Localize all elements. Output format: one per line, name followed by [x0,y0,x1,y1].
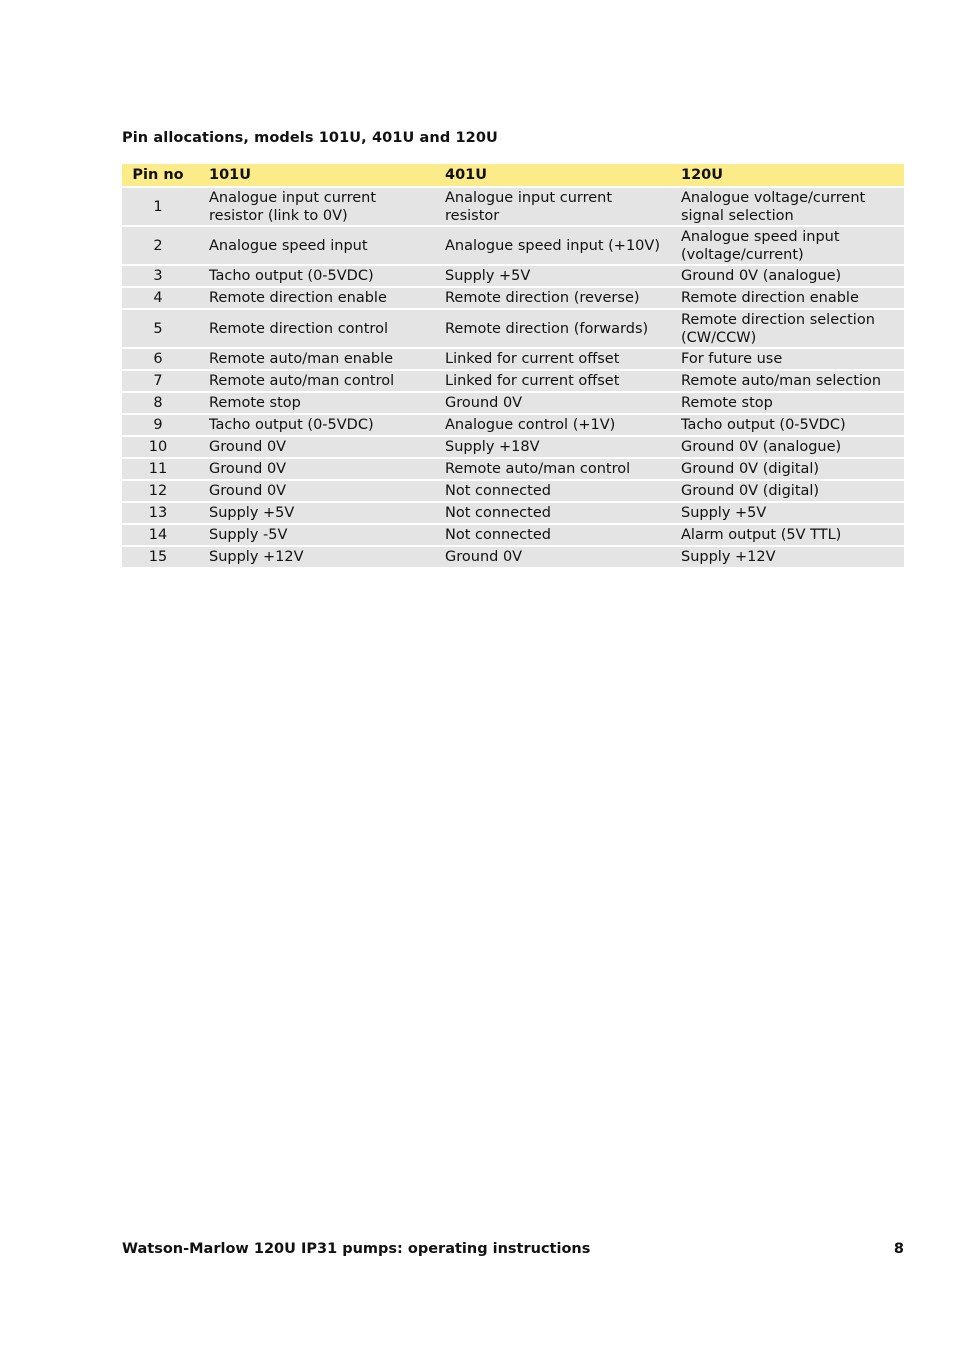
table-row [122,524,904,546]
cell-101u: Ground 0V [209,439,287,455]
pin-allocation-table [122,164,904,569]
pin-number: 2 [153,237,163,254]
cell-401u: Ground 0V [445,395,523,411]
table-row [122,436,904,458]
cell-101u: Tacho output (0-5VDC) [209,417,374,433]
pin-number: 7 [153,373,163,389]
cell-101u: Analogue input current resistor (link to 0V) [209,189,377,224]
table-row [122,287,904,309]
cell-120u: Remote direction selection (CW/CCW) [681,311,875,346]
pin-number: 3 [153,268,163,284]
cell-101u: Ground 0V [209,483,287,499]
cell-401u: Not connected [445,483,551,499]
table-row [122,226,904,265]
cell-120u: Supply +5V [681,505,767,521]
pin-number: 5 [153,320,163,337]
cell-101u: Remote direction enable [209,290,387,306]
pin-number: 14 [148,527,168,543]
cell-120u: Ground 0V (analogue) [681,268,842,284]
cell-101u: Ground 0V [209,461,287,477]
cell-401u: Supply +18V [445,439,540,455]
cell-120u: Remote auto/man selection [681,373,882,389]
cell-120u: Analogue speed input (voltage/current) [681,228,840,263]
cell-401u: Not connected [445,527,551,543]
table-row [122,502,904,524]
cell-101u: Remote auto/man control [209,373,395,389]
cell-120u: Tacho output (0-5VDC) [681,417,846,433]
cell-401u: Not connected [445,505,551,521]
table-row [122,309,904,348]
cell-120u: Remote direction enable [681,290,859,306]
table-row [122,458,904,480]
cell-101u: Remote stop [209,395,301,411]
table-header-row [122,164,904,187]
header-101u: 101U [194,164,430,187]
cell-401u: Linked for current offset [445,373,620,389]
pin-number: 6 [153,351,163,367]
table-row [122,392,904,414]
pin-number: 12 [148,483,168,499]
cell-120u: Ground 0V (analogue) [681,439,842,455]
cell-120u: Analogue voltage/current signal selection [681,189,866,224]
cell-120u: Supply +12V [681,549,776,565]
cell-101u: Tacho output (0-5VDC) [209,268,374,284]
cell-401u: Remote direction (reverse) [445,290,640,306]
cell-401u: Ground 0V [445,549,523,565]
header-401u: 401U [430,164,666,187]
cell-101u: Remote auto/man enable [209,351,394,367]
cell-101u: Analogue speed input [209,237,368,254]
header-pin-no: Pin no [122,164,194,187]
cell-401u: Linked for current offset [445,351,620,367]
cell-101u: Supply -5V [209,527,288,543]
table-row [122,370,904,392]
pin-number: 9 [153,417,163,433]
pin-number: 15 [148,549,168,565]
cell-120u: Alarm output (5V TTL) [681,527,842,543]
section-title: Pin allocations, models 101U, 401U and 120U [122,130,498,146]
cell-401u: Analogue control (+1V) [445,417,616,433]
table-row [122,265,904,287]
footer-document-title: Watson-Marlow 120U IP31 pumps: operating instructions [122,1241,591,1257]
pin-number: 1 [153,198,163,215]
cell-120u: Ground 0V (digital) [681,461,820,477]
cell-401u: Remote direction (forwards) [445,320,649,337]
cell-101u: Remote direction control [209,320,388,337]
pin-number: 13 [148,505,168,521]
pin-number: 4 [153,290,163,306]
pin-number: 8 [153,395,163,411]
cell-401u: Remote auto/man control [445,461,631,477]
header-120u: 120U [666,164,904,187]
pin-number: 10 [148,439,168,455]
footer-page-number: 8 [893,1241,904,1257]
table-row [122,187,904,226]
pin-number: 11 [148,461,168,477]
cell-401u: Analogue input current resistor [445,189,613,224]
cell-120u: For future use [681,351,783,367]
table-row [122,480,904,502]
table-row [122,414,904,436]
cell-401u: Analogue speed input (+10V) [445,237,660,254]
table-row [122,348,904,370]
cell-120u: Remote stop [681,395,773,411]
table-row [122,546,904,568]
cell-120u: Ground 0V (digital) [681,483,820,499]
cell-101u: Supply +12V [209,549,304,565]
cell-401u: Supply +5V [445,268,531,284]
cell-101u: Supply +5V [209,505,295,521]
